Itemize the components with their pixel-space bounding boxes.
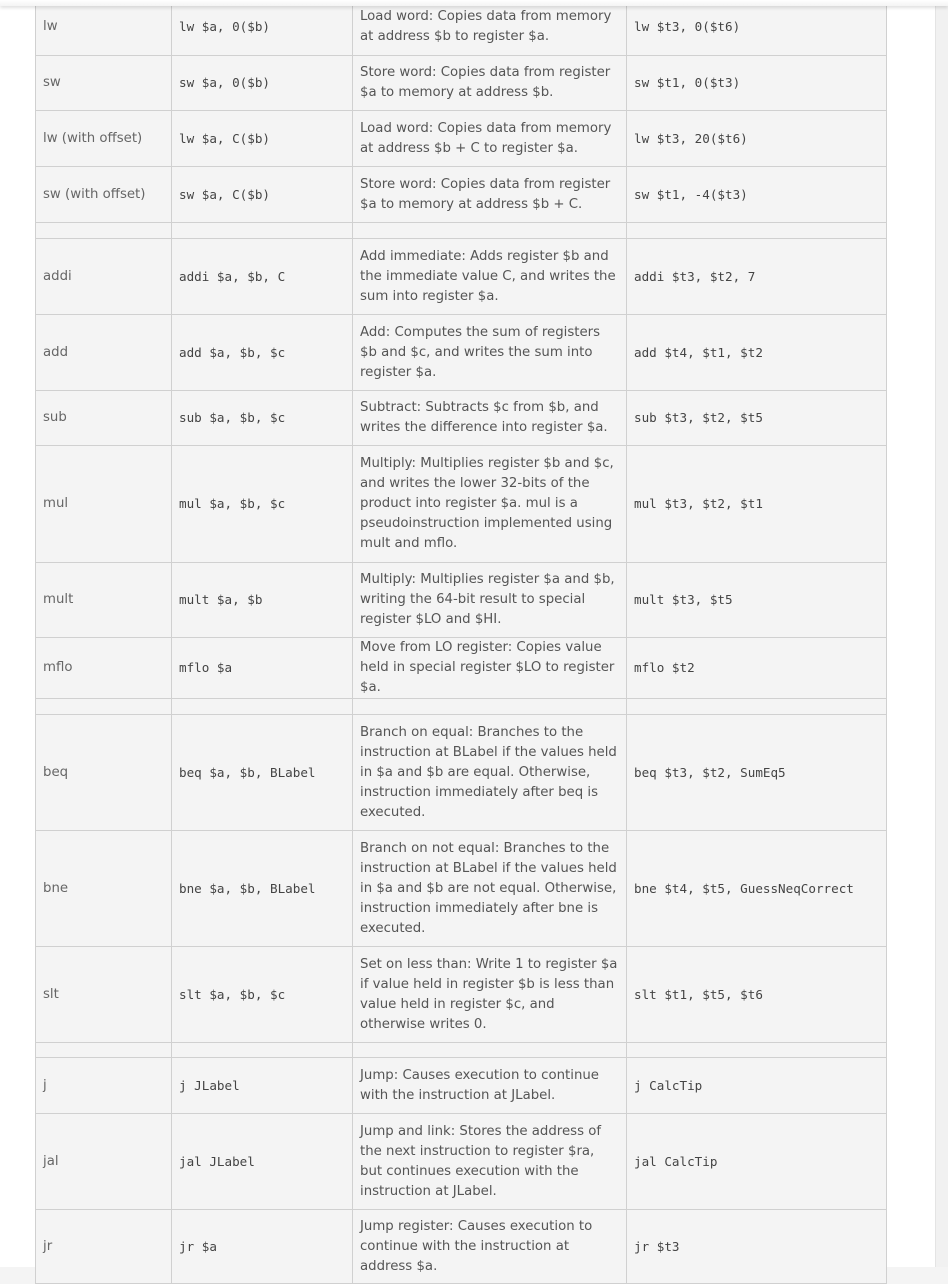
instruction-example: mult $t3, $t5 [627, 563, 887, 638]
separator-cell [627, 1043, 887, 1058]
instruction-name: jr [36, 1210, 172, 1284]
instruction-example: lw $t3, 20($t6) [627, 111, 887, 167]
instruction-name: mflo [36, 638, 172, 699]
instruction-description: Add: Computes the sum of registers $b and $c, and writes the sum into register $a. [353, 315, 627, 391]
instruction-syntax: jr $a [172, 1210, 353, 1284]
table-row [36, 315, 887, 391]
instruction-example: bne $t4, $t5, GuessNeqCorrect [627, 831, 887, 947]
instruction-description: Load word: Copies data from memory at address $b + C to register $a. [353, 111, 627, 167]
instruction-syntax: mult $a, $b [172, 563, 353, 638]
instruction-description: Multiply: Multiplies register $a and $b, writing the 64-bit result to special register $LO and $HI. [353, 563, 627, 638]
separator-cell [36, 699, 172, 715]
instruction-syntax: bne $a, $b, BLabel [172, 831, 353, 947]
instruction-syntax: sub $a, $b, $c [172, 391, 353, 446]
instruction-name: j [36, 1058, 172, 1114]
table-row [36, 167, 887, 223]
table-row [36, 239, 887, 315]
instruction-name: mult [36, 563, 172, 638]
instruction-syntax: sw $a, 0($b) [172, 56, 353, 111]
instruction-description: Store word: Copies data from register $a to memory at address $b + C. [353, 167, 627, 223]
instruction-syntax: sw $a, C($b) [172, 167, 353, 223]
instruction-example: addi $t3, $t2, 7 [627, 239, 887, 315]
instruction-example: lw $t3, 0($t6) [627, 0, 887, 56]
instruction-example: mul $t3, $t2, $t1 [627, 446, 887, 563]
instruction-example: add $t4, $t1, $t2 [627, 315, 887, 391]
instruction-example: sw $t1, -4($t3) [627, 167, 887, 223]
instruction-description: Multiply: Multiplies register $b and $c, and writes the lower 32-bits of the product into register $a. mul is a pseudoinstruction implemented using mult and mflo. [353, 446, 627, 563]
instruction-description: Jump: Causes execution to continue with the instruction at JLabel. [353, 1058, 627, 1114]
table-row [36, 1058, 887, 1114]
instruction-description: Subtract: Subtracts $c from $b, and writes the difference into register $a. [353, 391, 627, 446]
separator-cell [36, 223, 172, 239]
separator-cell [627, 223, 887, 239]
instruction-syntax: beq $a, $b, BLabel [172, 715, 353, 831]
instruction-example: sub $t3, $t2, $t5 [627, 391, 887, 446]
separator-cell [172, 223, 353, 239]
instruction-name: sub [36, 391, 172, 446]
instruction-syntax: slt $a, $b, $c [172, 947, 353, 1043]
instruction-syntax: add $a, $b, $c [172, 315, 353, 391]
instruction-description: Move from LO register: Copies value held in special register $LO to register $a. [353, 638, 627, 699]
instruction-name: add [36, 315, 172, 391]
table-row [36, 947, 887, 1043]
instruction-description: Branch on equal: Branches to the instruction at BLabel if the values held in $a and $b are equal. Otherwise, instruction immediately after beq is executed. [353, 715, 627, 831]
instruction-description: Jump register: Causes execution to continue with the instruction at address $a. [353, 1210, 627, 1284]
table-row [36, 715, 887, 831]
separator-cell [627, 699, 887, 715]
group-separator-row [36, 1043, 887, 1058]
instruction-example: beq $t3, $t2, SumEq5 [627, 715, 887, 831]
table-row [36, 831, 887, 947]
separator-cell [353, 1043, 627, 1058]
instruction-name: lw [36, 0, 172, 56]
group-separator-row [36, 223, 887, 239]
left-page-margin [0, 0, 35, 1267]
instruction-name: beq [36, 715, 172, 831]
instruction-description: Load word: Copies data from memory at address $b to register $a. [353, 0, 627, 56]
instruction-example: jal CalcTip [627, 1114, 887, 1210]
separator-cell [172, 1043, 353, 1058]
right-page-margin [885, 0, 935, 1267]
instruction-description: Set on less than: Write 1 to register $a if value held in register $b is less than value held in register $c, and otherwise writes 0. [353, 947, 627, 1043]
instruction-example: jr $t3 [627, 1210, 887, 1284]
instruction-example: mflo $t2 [627, 638, 887, 699]
top-shadow [0, 0, 948, 6]
instruction-name: sw [36, 56, 172, 111]
instruction-syntax: mul $a, $b, $c [172, 446, 353, 563]
separator-cell [353, 223, 627, 239]
group-separator-row [36, 699, 887, 715]
instruction-syntax: addi $a, $b, C [172, 239, 353, 315]
separator-cell [172, 699, 353, 715]
instruction-description: Add immediate: Adds register $b and the immediate value C, and writes the sum into register $a. [353, 239, 627, 315]
instruction-name: jal [36, 1114, 172, 1210]
table-row [36, 638, 887, 699]
separator-cell [353, 699, 627, 715]
table-row [36, 111, 887, 167]
scrollbar-track[interactable] [935, 0, 948, 1267]
instruction-syntax: mflo $a [172, 638, 353, 699]
instruction-name: slt [36, 947, 172, 1043]
instruction-name: lw (with offset) [36, 111, 172, 167]
table-row [36, 1210, 887, 1284]
table-row [36, 391, 887, 446]
instruction-description: Store word: Copies data from register $a to memory at address $b. [353, 56, 627, 111]
table-row [36, 56, 887, 111]
instruction-name: sw (with offset) [36, 167, 172, 223]
instruction-syntax: j JLabel [172, 1058, 353, 1114]
instruction-description: Jump and link: Stores the address of the next instruction to register $ra, but continues execution with the instruction at JLabel. [353, 1114, 627, 1210]
instruction-syntax: jal JLabel [172, 1114, 353, 1210]
table-row [36, 0, 887, 56]
table-row [36, 563, 887, 638]
instruction-syntax: lw $a, C($b) [172, 111, 353, 167]
table-row [36, 446, 887, 563]
instruction-example: j CalcTip [627, 1058, 887, 1114]
instruction-syntax: lw $a, 0($b) [172, 0, 353, 56]
separator-cell [36, 1043, 172, 1058]
instruction-table [35, 0, 887, 1284]
instruction-example: sw $t1, 0($t3) [627, 56, 887, 111]
instruction-description: Branch on not equal: Branches to the instruction at BLabel if the values held in $a and $b are not equal. Otherwise, instruction immediately after bne is executed. [353, 831, 627, 947]
instruction-name: mul [36, 446, 172, 563]
table-row [36, 1114, 887, 1210]
instruction-name: addi [36, 239, 172, 315]
instruction-name: bne [36, 831, 172, 947]
instruction-example: slt $t1, $t5, $t6 [627, 947, 887, 1043]
